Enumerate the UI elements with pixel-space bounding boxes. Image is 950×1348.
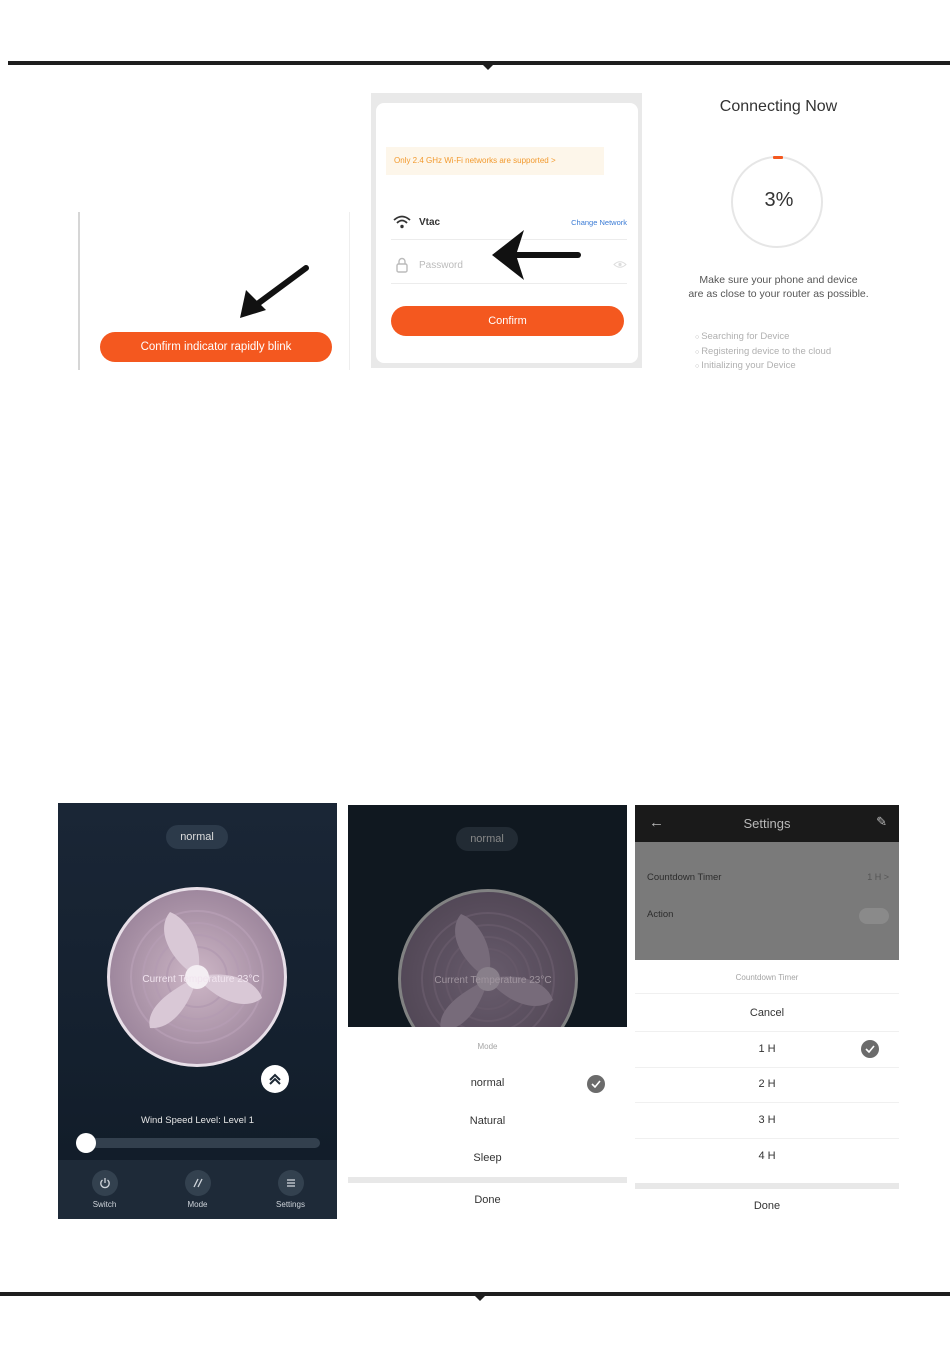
back-arrow-icon[interactable]: ←: [649, 814, 664, 831]
wind-speed-label: Wind Speed Level: Level 1: [140, 1115, 255, 1126]
mode-pill: normal: [456, 827, 518, 851]
countdown-row-label: Countdown Timer: [647, 872, 722, 883]
bottom-tabbar: [58, 1160, 337, 1219]
password-input[interactable]: Password: [419, 259, 463, 271]
timer-option-2h[interactable]: 2 H: [758, 1078, 776, 1090]
mode-pill[interactable]: normal: [166, 825, 228, 849]
current-temperature: Current Temperature 23°C: [434, 975, 552, 986]
dimmed-fan-view: [348, 805, 627, 1027]
mode-icon: [185, 1170, 211, 1196]
lock-icon: [391, 256, 413, 274]
menu-icon: [278, 1170, 304, 1196]
bottom-rule: [0, 1292, 950, 1296]
connecting-title: Connecting Now: [719, 98, 838, 115]
divider: [635, 993, 899, 994]
arrow-pointer-2: [490, 226, 582, 284]
dimmed-settings: [635, 842, 899, 960]
fan-graphic: [398, 889, 578, 1027]
screen-countdown-sheet: [635, 805, 899, 1221]
change-network-link[interactable]: Change Network: [571, 217, 627, 227]
step-item: ○ Initializing your Device: [695, 359, 831, 374]
countdown-row-value: 1 H >: [867, 872, 889, 882]
slider-knob[interactable]: [76, 1133, 96, 1153]
confirm-button[interactable]: Confirm: [391, 306, 624, 336]
timer-option-1h[interactable]: 1 H: [758, 1043, 776, 1055]
confirm-blink-button[interactable]: Confirm indicator rapidly blink: [100, 332, 332, 362]
tab-mode[interactable]: Mode: [151, 1160, 244, 1219]
settings-title: Settings: [743, 816, 791, 831]
edit-icon[interactable]: ✎: [876, 814, 887, 829]
divider: [635, 1067, 899, 1068]
top-rule: [8, 61, 950, 65]
divider: [635, 1102, 899, 1103]
timer-option-3h[interactable]: 3 H: [758, 1114, 776, 1126]
cancel-button[interactable]: Cancel: [749, 1007, 785, 1019]
power-icon: [92, 1170, 118, 1196]
divider: [348, 1177, 627, 1183]
mode-option-sleep[interactable]: Sleep: [473, 1152, 502, 1164]
divider: [635, 1031, 899, 1032]
progress-percent: 3%: [764, 189, 794, 211]
eye-icon[interactable]: [613, 256, 627, 274]
action-row-label: Action: [647, 909, 674, 920]
screen-connecting: [647, 80, 910, 380]
sheet-title: Countdown Timer: [735, 973, 799, 982]
wifi-icon: [391, 213, 413, 231]
ssid-name: Vtac: [419, 216, 441, 228]
settings-header: [635, 805, 899, 842]
swing-button[interactable]: [261, 1065, 289, 1093]
divider: [635, 1138, 899, 1139]
mode-option-natural[interactable]: Natural: [469, 1115, 506, 1127]
wind-speed-slider[interactable]: [78, 1138, 320, 1148]
screen-mode-sheet: [348, 805, 627, 1217]
divider: [635, 1183, 899, 1189]
timer-option-4h[interactable]: 4 H: [758, 1150, 776, 1162]
arrow-pointer-1: [234, 264, 310, 320]
sheet-title: Mode: [477, 1042, 498, 1051]
tab-switch[interactable]: Switch: [58, 1160, 151, 1219]
step-item: ○ Searching for Device: [695, 330, 831, 345]
tab-settings[interactable]: Settings: [244, 1160, 337, 1219]
connect-steps: [695, 330, 831, 374]
done-button[interactable]: Done: [474, 1194, 501, 1206]
wifi-warning[interactable]: Only 2.4 GHz Wi-Fi networks are supported >: [386, 147, 604, 175]
current-temperature: Current Temperature 23°C: [142, 974, 260, 985]
done-button[interactable]: Done: [753, 1200, 781, 1212]
step-item: ○ Registering device to the cloud: [695, 345, 831, 360]
check-icon: [587, 1075, 605, 1093]
action-toggle: [859, 908, 889, 924]
check-icon: [861, 1040, 879, 1058]
proximity-message: Make sure your phone and device are as close to your router as possible.: [688, 274, 869, 300]
mode-option-normal[interactable]: normal: [470, 1077, 505, 1089]
screen-fan-control: [58, 803, 337, 1219]
